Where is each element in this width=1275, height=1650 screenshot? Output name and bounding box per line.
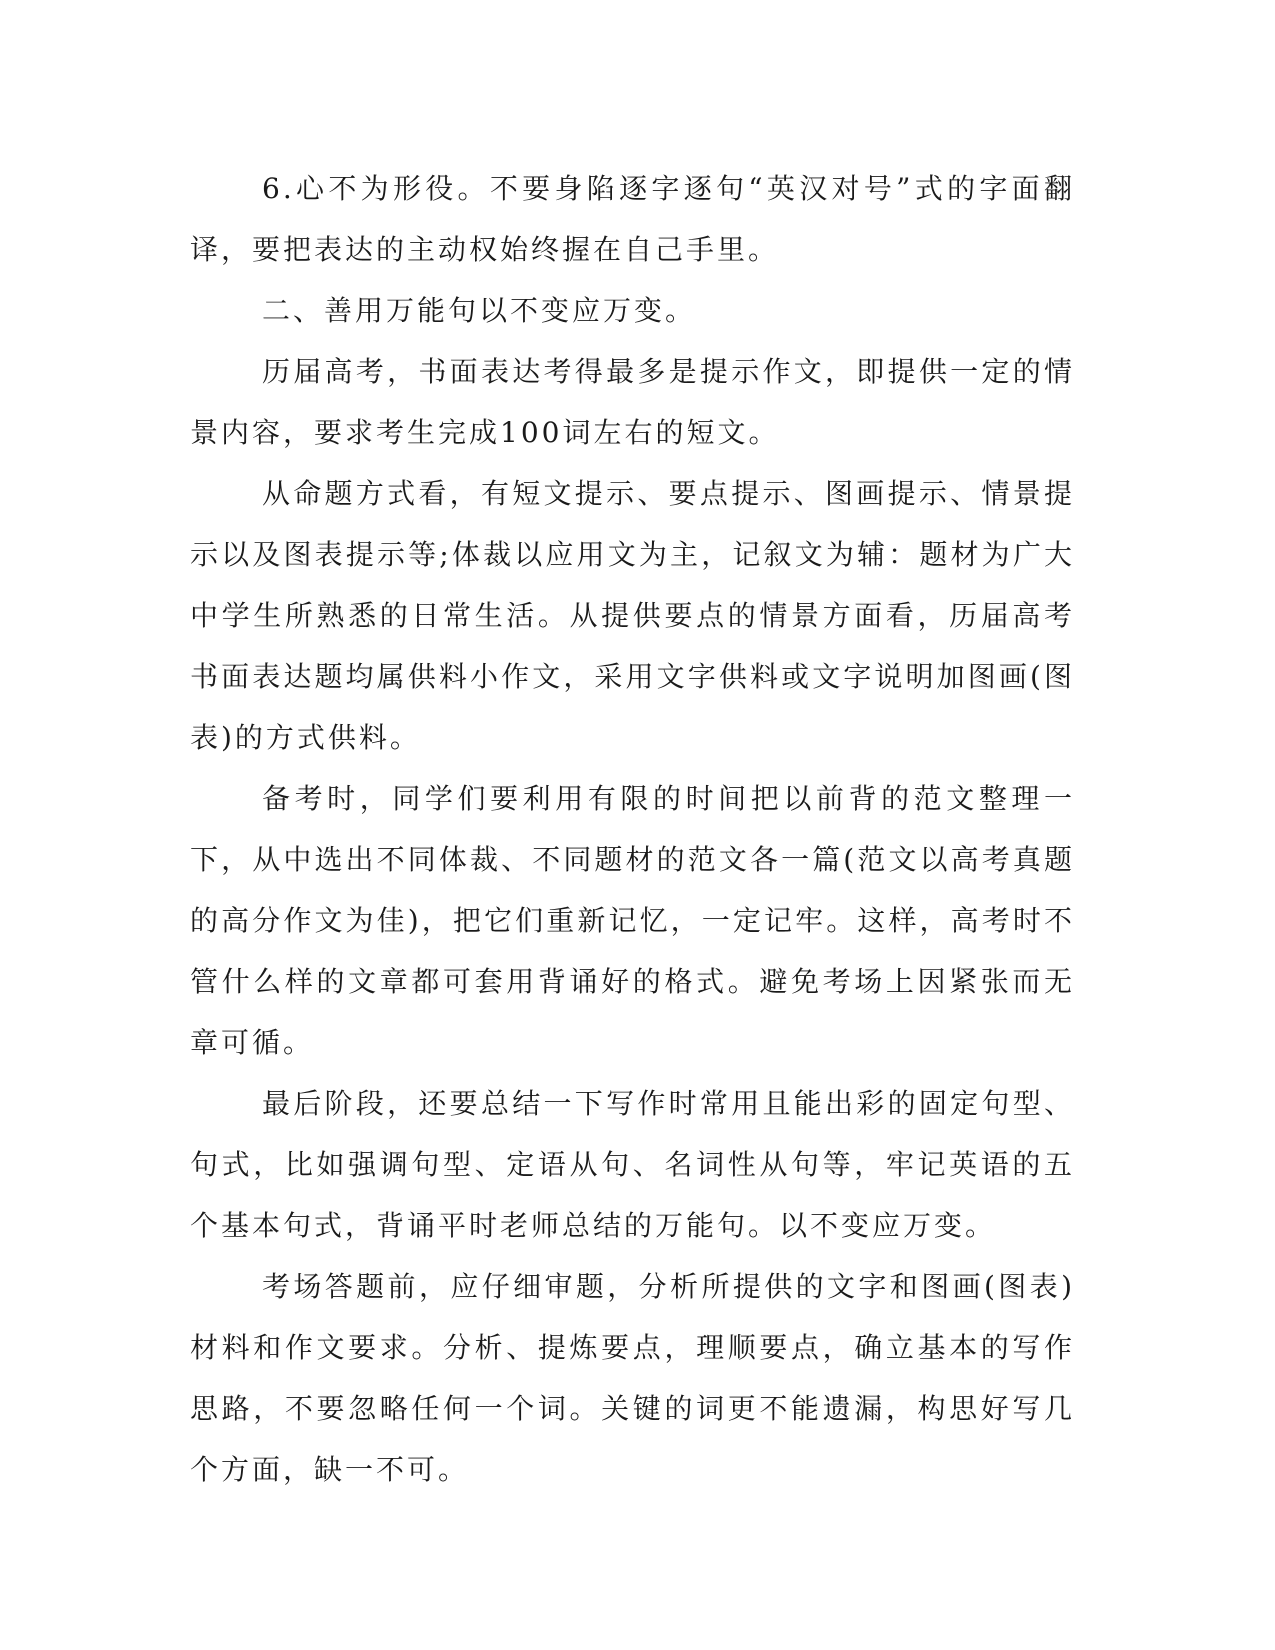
paragraph: 最后阶段，还要总结一下写作时常用且能出彩的固定句型、句式，比如强调句型、定语从句、名词性从句等，牢记英语的五个基本句式，背诵平时老师总结的万能句。以不变应万变。: [190, 1087, 1075, 1242]
paragraph: 备考时，同学们要利用有限的时间把以前背的范文整理一下，从中选出不同体裁、不同题材的范文各一篇(范文以高考真题的高分作文为佳)，把它们重新记忆，一定记牢。这样，高考时不管什么样的文章都可套用背诵好的格式。避免考场上因紧张而无章可循。: [190, 782, 1075, 1059]
paragraph: 历届高考，书面表达考得最多是提示作文，即提供一定的情景内容，要求考生完成100词左右的短文。: [190, 355, 1075, 449]
document-body: [190, 158, 1075, 1500]
paragraph: 从命题方式看，有短文提示、要点提示、图画提示、情景提示以及图表提示等;体裁以应用文为主，记叙文为辅：题材为广大中学生所熟悉的日常生活。从提供要点的情景方面看，历届高考书面表达题均属供料小作文，采用文字供料或文字说明加图画(图表)的方式供料。: [190, 477, 1075, 754]
paragraph: 6.心不为形役。不要身陷逐字逐句“英汉对号”式的字面翻译，要把表达的主动权始终握在自己手里。: [190, 172, 1075, 266]
paragraph: 二、善用万能句以不变应万变。: [262, 294, 697, 327]
paragraph: 考场答题前，应仔细审题，分析所提供的文字和图画(图表)材料和作文要求。分析、提炼要点，理顺要点，确立基本的写作思路，不要忽略任何一个词。关键的词更不能遗漏，构思好写几个方面，缺一不可。: [190, 1270, 1075, 1486]
